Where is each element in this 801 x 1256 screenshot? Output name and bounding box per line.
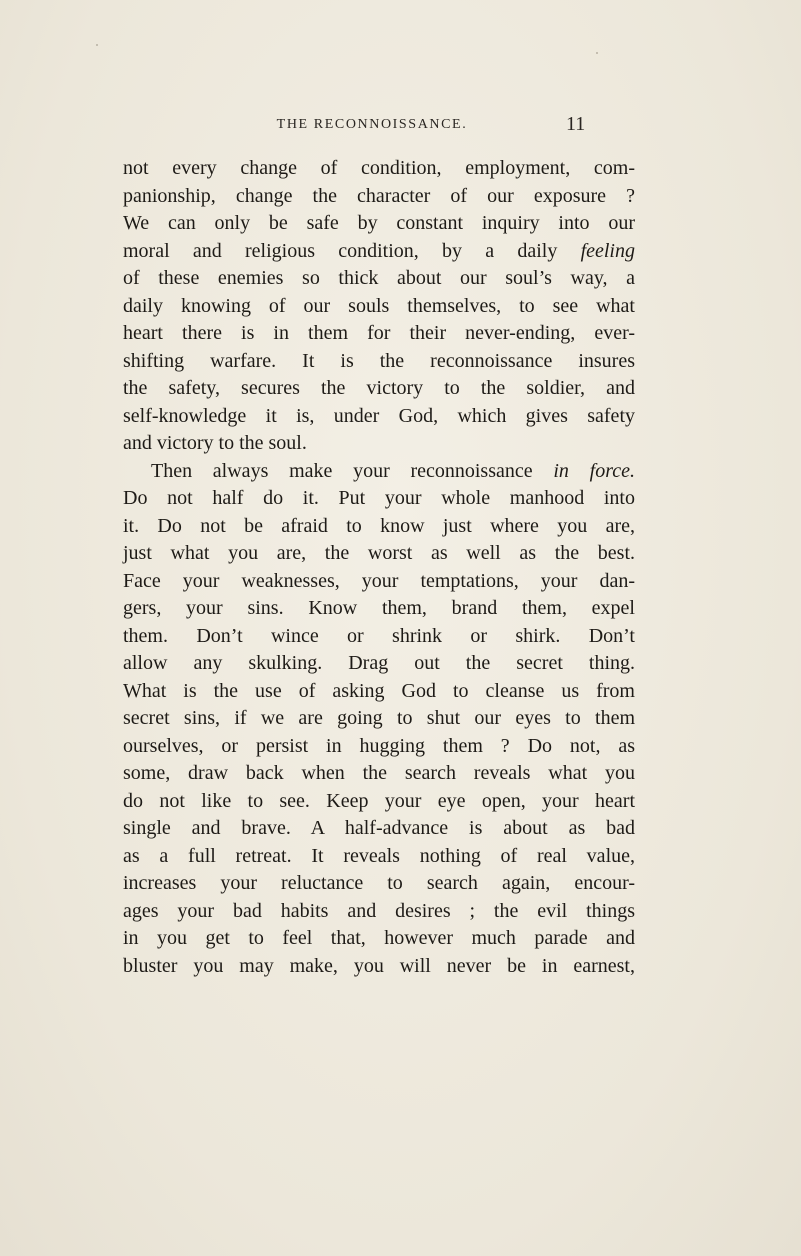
text-segment: it. Do not be afraid to know just where you are, — [123, 514, 635, 537]
text-segment: daily knowing of our souls themselves, to see what — [123, 294, 635, 317]
paper-speck — [96, 44, 98, 46]
text-line — [123, 870, 635, 898]
text-segment: and victory to the soul. — [123, 432, 307, 454]
text-line — [123, 705, 635, 733]
text-line — [123, 430, 635, 458]
paper-speck — [596, 52, 598, 54]
text-segment: What is the use of asking God to cleanse us from — [123, 679, 635, 702]
text-line — [123, 375, 635, 403]
text-segment: do not like to see. Keep your eye open, your heart — [123, 789, 635, 812]
text-line — [123, 183, 635, 211]
text-line — [123, 513, 635, 541]
text-line — [123, 568, 635, 596]
text-segment: bluster you may make, you will never be in earnest, — [123, 954, 635, 977]
text-line — [123, 650, 635, 678]
text-segment: heart there is in them for their never-ending, ever- — [123, 322, 635, 344]
text-segment: as a full retreat. It reveals nothing of real value, — [123, 844, 635, 867]
text-segment: increases your reluctance to search again, encour- — [123, 872, 635, 894]
text-line — [123, 265, 635, 293]
text-line — [123, 788, 635, 816]
text-line — [123, 898, 635, 926]
text-segment: some, draw back when the search reveals what you — [123, 762, 635, 784]
text-segment: them. Don’t wince or shrink or shirk. Don’t — [123, 624, 635, 647]
text-line — [123, 403, 635, 431]
text-line — [123, 595, 635, 623]
text-line — [123, 238, 635, 266]
text-line — [123, 320, 635, 348]
text-line — [123, 925, 635, 953]
text-segment: ourselves, or persist in hugging them ? Do not, as — [123, 734, 635, 757]
text-segment: just what you are, the worst as well as the best. — [123, 542, 635, 564]
text-line — [123, 733, 635, 761]
text-segment: single and brave. A half-advance is about as bad — [123, 817, 635, 839]
italic-text: feeling — [580, 239, 635, 262]
text-line — [123, 623, 635, 651]
text-segment: Do not half do it. Put your whole manhood into — [123, 487, 635, 509]
text-segment: in you get to feel that, however much parade and — [123, 927, 635, 949]
text-line — [123, 485, 635, 513]
text-segment: ages your bad habits and desires ; the evil things — [123, 899, 635, 922]
text-line — [123, 458, 635, 486]
text-line — [123, 678, 635, 706]
text-line — [123, 815, 635, 843]
text-segment: allow any skulking. Drag out the secret thing. — [123, 652, 635, 674]
text-line — [123, 540, 635, 568]
text-line — [123, 155, 635, 183]
text-line — [123, 843, 635, 871]
running-header-title: THE RECONNOISSANCE. — [276, 117, 468, 132]
text-line — [123, 348, 635, 376]
body-text — [123, 155, 635, 980]
text-segment: We can only be safe by constant inquiry into our — [123, 212, 635, 234]
page-number: 11 — [566, 113, 586, 135]
text-segment: the safety, secures the victory to the soldier, and — [123, 377, 635, 399]
text-line — [123, 210, 635, 238]
text-segment: self-knowledge it is, under God, which gives safety — [123, 404, 635, 427]
italic-text: in force. — [553, 459, 635, 482]
text-line — [123, 760, 635, 788]
text-line — [123, 293, 635, 321]
text-segment: panionship, change the character of our exposure ? — [123, 184, 635, 207]
text-segment: shifting warfare. It is the reconnoissance insures — [123, 349, 635, 372]
text-segment: secret sins, if we are going to shut our eyes to them — [123, 707, 635, 729]
text-segment: moral and religious condition, by a daily — [123, 239, 581, 262]
text-segment: not every change of condition, employment, com- — [123, 157, 635, 179]
text-segment: Face your weaknesses, your temptations, your dan- — [123, 569, 635, 592]
text-segment: gers, your sins. Know them, brand them, expel — [123, 597, 635, 619]
text-segment: Then always make your reconnoissance — [151, 459, 554, 482]
text-segment: of these enemies so thick about our soul’s way, a — [123, 267, 635, 289]
text-line — [123, 953, 635, 981]
